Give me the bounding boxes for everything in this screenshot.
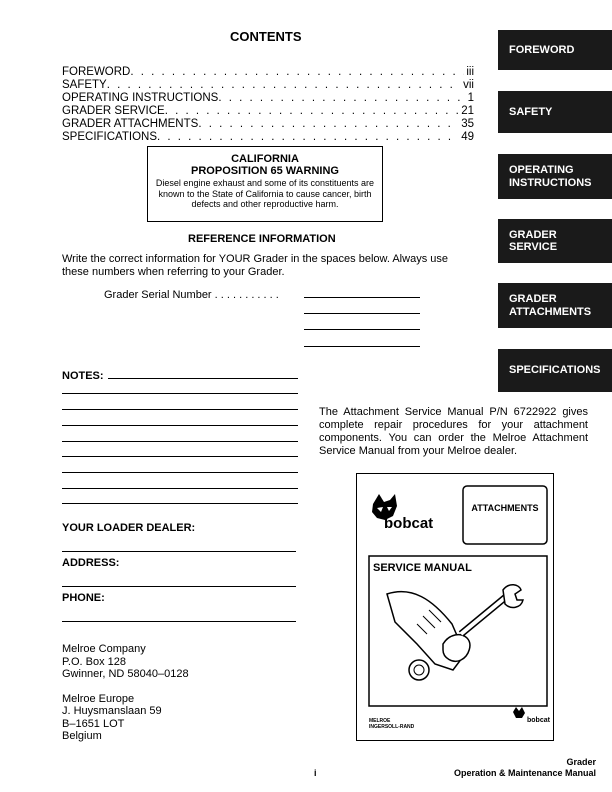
cover-footer-left: INGERSOLL-RAND <box>369 724 415 730</box>
toc-page: 49 <box>461 131 474 143</box>
reference-body: Write the correct information for YOUR Grader in the spaces below. Always use these numbers when referring to your Grader. <box>62 253 448 278</box>
page-number: i <box>314 768 317 778</box>
dealer-line[interactable] <box>62 551 296 552</box>
service-manual-cover <box>356 473 554 741</box>
toc-page: iii <box>466 66 474 78</box>
toc-page: 21 <box>461 105 474 117</box>
tab-label: SAFETY <box>509 105 553 118</box>
reference-heading: REFERENCE INFORMATION <box>188 233 336 245</box>
toc-label: GRADER SERVICE <box>62 105 165 117</box>
page-title: CONTENTS <box>230 29 302 44</box>
toc-row[interactable] <box>62 131 474 144</box>
table-of-contents <box>62 66 474 144</box>
footer-subtitle: Operation & Maintenance Manual <box>453 768 596 778</box>
toc-label: SPECIFICATIONS <box>62 131 157 143</box>
tab-label: SPECIFICATIONS <box>509 364 601 377</box>
toc-row[interactable] <box>62 92 474 105</box>
tab-label: GRADER <box>509 228 557 241</box>
bobcat-small-logo-icon <box>513 707 525 718</box>
tab-grader-service[interactable] <box>498 219 612 263</box>
address-line-text: Belgium <box>62 730 102 742</box>
cover-footer-brand: bobcat <box>527 717 550 724</box>
warning-body: Diesel engine exhaust and some of its constituents are known to the State of California to cause cancer, birth defects and other reproductive harm. <box>155 178 375 209</box>
notes-line[interactable] <box>108 378 298 379</box>
dealer-label: YOUR LOADER DEALER: <box>62 522 196 534</box>
toc-label: OPERATING INSTRUCTIONS <box>62 92 219 104</box>
tab-label: GRADER <box>509 293 557 305</box>
cover-footer-left: MELROE <box>369 718 391 724</box>
tab-label: ATTACHMENTS <box>509 305 592 318</box>
notes-line[interactable] <box>62 393 298 394</box>
notes-line[interactable] <box>62 456 298 457</box>
address-line-text: Melroe Europe <box>62 692 135 705</box>
phone-label: PHONE: <box>62 592 105 604</box>
serial-number-label: Grader Serial Number . . . . . . . . . . . <box>104 289 279 301</box>
tab-label: FOREWORD <box>509 43 575 56</box>
serial-line[interactable] <box>304 313 420 314</box>
toc-row[interactable] <box>62 66 474 79</box>
toc-label: FOREWORD <box>62 66 131 78</box>
cover-label-text: ATTACHMENTS <box>471 503 539 513</box>
toc-row[interactable] <box>62 105 474 118</box>
address-line-text: B–1651 LOT <box>62 717 125 730</box>
tab-foreword[interactable] <box>498 30 612 70</box>
address-line-text: J. Huysmanslaan 59 <box>62 705 162 717</box>
notes-label: NOTES: <box>62 370 104 382</box>
address-line-text: Gwinner, ND 58040–0128 <box>62 668 189 680</box>
tab-label: SERVICE <box>509 241 558 253</box>
attachment-manual-note: The Attachment Service Manual P/N 6722922 gives complete repair procedures for your attachment components. You can order the Melroe Attachment Service Manual from your Melroe dealer. <box>319 406 588 457</box>
serial-line[interactable] <box>304 346 420 347</box>
address-line[interactable] <box>62 586 296 587</box>
address-line-text: P.O. Box 128 <box>62 655 127 668</box>
tab-grader-attachments[interactable] <box>498 283 612 328</box>
toc-label: SAFETY <box>62 79 107 91</box>
notes-line[interactable] <box>62 503 298 504</box>
toc-label: GRADER ATTACHMENTS <box>62 118 199 130</box>
serial-line[interactable] <box>304 297 420 298</box>
toc-page: vii <box>463 79 474 91</box>
warning-line2: PROPOSITION 65 WARNING <box>191 165 339 177</box>
toc-page: 1 <box>467 92 474 104</box>
tab-safety[interactable] <box>498 91 612 133</box>
toc-page: 35 <box>461 118 474 130</box>
tab-specifications[interactable] <box>498 349 612 392</box>
tab-label: INSTRUCTIONS <box>509 176 592 189</box>
cover-label-box <box>463 486 547 544</box>
tab-operating-instructions[interactable] <box>498 154 612 199</box>
address-line-text: Melroe Company <box>62 643 146 655</box>
notes-line[interactable] <box>62 425 298 426</box>
notes-line[interactable] <box>62 488 298 489</box>
cover-illustration <box>357 474 552 739</box>
notes-line[interactable] <box>62 441 298 442</box>
phone-line[interactable] <box>62 621 296 622</box>
address-label: ADDRESS: <box>62 557 120 569</box>
notes-line[interactable] <box>62 409 298 410</box>
toc-row[interactable] <box>62 79 474 92</box>
toc-row[interactable] <box>62 118 474 131</box>
cover-banner: SERVICE MANUAL <box>373 562 472 574</box>
cover-brand: bobcat <box>384 515 434 532</box>
notes-line[interactable] <box>62 472 298 473</box>
wrench-hand-icon <box>387 585 523 680</box>
serial-line[interactable] <box>304 329 420 330</box>
warning-line1: CALIFORNIA <box>231 153 299 165</box>
footer-title: Grader <box>566 757 596 767</box>
tab-label: OPERATING <box>509 164 574 176</box>
prop65-warning-box <box>147 146 383 222</box>
company-addresses <box>62 643 189 743</box>
